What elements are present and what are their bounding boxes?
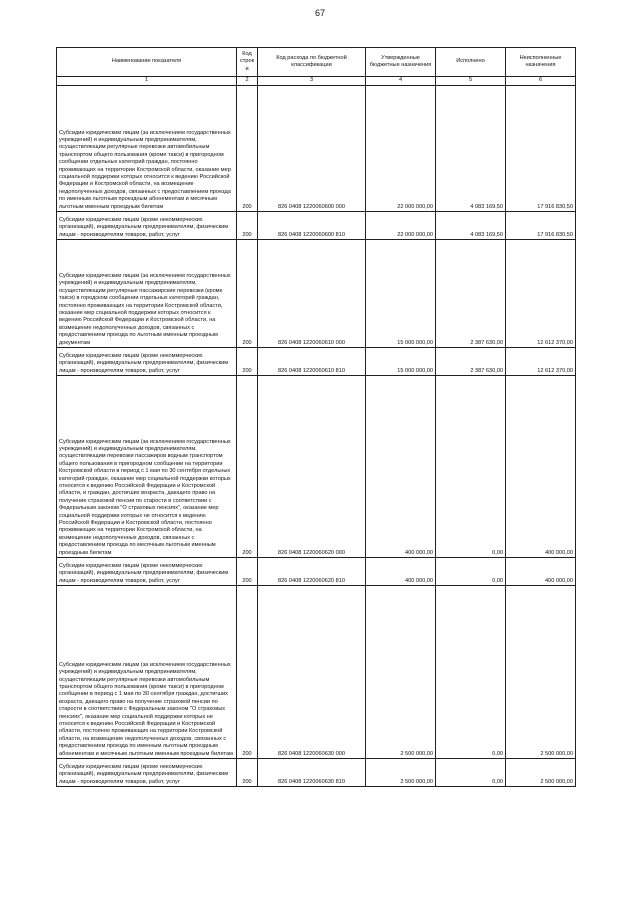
- row-executed: 0,00: [436, 376, 506, 558]
- header-name: Наименование показателя: [57, 48, 237, 77]
- row-code: 200: [237, 212, 258, 240]
- row-executed: 0,00: [436, 759, 506, 787]
- row-name: Субсидии юридическим лицам (за исключением государственных учреждений) и индивидуальным предпринимателям, осуществляющим регулярные перевозки автомобильным транспортом общего пользования (кроме такси) в пригородном сообщении в период с 1 мая по 30 сентября граждан, достигших возраста, дающего право на получение страховой пенсии по старости в соответствии с Федеральным законом "О страховых пенсиях", оказание мер социальной поддержки которых не относится к ведению Российской Федерации и Костромской области, постоянно проживающих на территории Костромской области, на возмещение недополученных доходов, связанных с предоставлением проезда по именным льготным проездным абонементам и месячным льготным именным проездным билетам: [57, 586, 237, 759]
- table-row: [57, 240, 576, 348]
- row-budget-code: 826 0408 1220060600 810: [258, 212, 366, 240]
- row-unexecuted: 400 000,00: [506, 376, 576, 558]
- row-code: 200: [237, 759, 258, 787]
- table-row: [57, 558, 576, 586]
- row-unexecuted: 400 000,00: [506, 558, 576, 586]
- row-budget-code: 826 0408 1220060620 000: [258, 376, 366, 558]
- column-number: 4: [366, 77, 436, 86]
- row-name: Субсидии юридическим лицам (за исключением государственных учреждений) и индивидуальным предпринимателям, осуществляющим перевозки пассажиров водным транспортом общего пользования в пригородном сообщении на территории Костромской области в период с 1 мая по 30 сентября отдельных категорий граждан, оказание мер социальной поддержки которых относится к ведению Российской Федерации и Костромской области, и граждан, достигших возраста, дающего право на получение страховой пенсии по старости в соответствии с Федеральным законом "О страховых пенсиях", оказание мер социальной поддержки которых не относится к ведению Российской Федерации и Костромской области, постоянно проживающих на территории Костромской области, на возмещение недополученных доходов, связанных с предоставлением проезда по месячным льготным именным проездным билетам: [57, 376, 237, 558]
- column-number: 2: [237, 77, 258, 86]
- row-budget-code: 826 0408 1220060620 810: [258, 558, 366, 586]
- row-budget-code: 826 0408 1220060630 810: [258, 759, 366, 787]
- row-code: 200: [237, 376, 258, 558]
- table-row: [57, 376, 576, 558]
- row-code: 200: [237, 586, 258, 759]
- row-executed: 4 083 169,50: [436, 86, 506, 212]
- header-row: [57, 48, 576, 77]
- row-unexecuted: 17 916 830,50: [506, 86, 576, 212]
- row-approved: 15 000 000,00: [366, 240, 436, 348]
- table-row: [57, 759, 576, 787]
- column-number-row: [57, 77, 576, 86]
- column-number: 6: [506, 77, 576, 86]
- header-budget-code: Код расхода по бюджетной классификации: [258, 48, 366, 77]
- row-budget-code: 826 0408 1220060630 000: [258, 586, 366, 759]
- row-code: 200: [237, 86, 258, 212]
- row-executed: 0,00: [436, 558, 506, 586]
- row-approved: 22 000 000,00: [366, 86, 436, 212]
- row-name: Субсидии юридическим лицам (кроме некоммерческих организаций), индивидуальным предпринимателям, физическим лицам - производителям товаров, работ, услуг: [57, 212, 237, 240]
- table-row: [57, 348, 576, 376]
- header-row-code: Код строк и: [237, 48, 258, 77]
- row-approved: 400 000,00: [366, 376, 436, 558]
- row-name: Субсидии юридическим лицам (за исключением государственных учреждений) и индивидуальным предпринимателям, осуществляющим регулярные пассажирские перевозки (кроме такси) в городском сообщении отдельных категорий граждан, постоянно проживающих на территории Костромской области, оказание мер социальной поддержки которых относится к ведению Российской Федерации и Костромской области, на возмещение недополученных доходов, связанных с предоставлением проезда по льготным именным проездным документам: [57, 240, 237, 348]
- row-code: 200: [237, 348, 258, 376]
- row-code: 200: [237, 240, 258, 348]
- header-unexecuted: Неисполненные назначения: [506, 48, 576, 77]
- row-approved: 2 500 000,00: [366, 586, 436, 759]
- row-unexecuted: 12 612 370,00: [506, 348, 576, 376]
- row-approved: 22 000 000,00: [366, 212, 436, 240]
- row-unexecuted: 2 500 000,00: [506, 586, 576, 759]
- row-approved: 400 000,00: [366, 558, 436, 586]
- table-row: [57, 586, 576, 759]
- column-number: 1: [57, 77, 237, 86]
- row-name: Субсидии юридическим лицам (за исключением государственных учреждений) и индивидуальным предпринимателям, осуществляющим регулярные перевозки автомобильным транспортом общего пользования (кроме такси) в пригородном сообщении отдельных категорий граждан, постоянно проживающих на территории Костромской области, оказание мер социальной поддержки которых относится к ведению Российской Федерации и Костромской области, на возмещение недополученных доходов, связанных с предоставлением проезда по именным льготным проездным абонементам и месячным льготным именным проездным билетам: [57, 86, 237, 212]
- page-number: 67: [314, 8, 325, 18]
- row-unexecuted: 2 500 000,00: [506, 759, 576, 787]
- row-executed: 2 387 630,00: [436, 240, 506, 348]
- row-name: Субсидии юридическим лицам (кроме некоммерческих организаций), индивидуальным предпринимателям, физическим лицам - производителям товаров, работ, услуг: [57, 558, 237, 586]
- report-table: [56, 47, 576, 787]
- row-budget-code: 826 0408 1220060610 000: [258, 240, 366, 348]
- row-approved: 15 000 000,00: [366, 348, 436, 376]
- row-executed: 2 387 630,00: [436, 348, 506, 376]
- table-row: [57, 86, 576, 212]
- column-number: 5: [436, 77, 506, 86]
- table-row: [57, 212, 576, 240]
- row-executed: 4 083 169,50: [436, 212, 506, 240]
- row-code: 200: [237, 558, 258, 586]
- header-approved: Утвержденные бюджетные назначения: [366, 48, 436, 77]
- column-number: 3: [258, 77, 366, 86]
- row-budget-code: 826 0408 1220060610 810: [258, 348, 366, 376]
- row-executed: 0,00: [436, 586, 506, 759]
- header-executed: Исполнено: [436, 48, 506, 77]
- row-budget-code: 826 0408 1220060600 000: [258, 86, 366, 212]
- row-unexecuted: 12 612 370,00: [506, 240, 576, 348]
- row-name: Субсидии юридическим лицам (кроме некоммерческих организаций), индивидуальным предпринимателям, физическим лицам - производителям товаров, работ, услуг: [57, 759, 237, 787]
- row-approved: 2 500 000,00: [366, 759, 436, 787]
- row-name: Субсидии юридическим лицам (кроме некоммерческих организаций), индивидуальным предпринимателям, физическим лицам - производителям товаров, работ, услуг: [57, 348, 237, 376]
- row-unexecuted: 17 916 830,50: [506, 212, 576, 240]
